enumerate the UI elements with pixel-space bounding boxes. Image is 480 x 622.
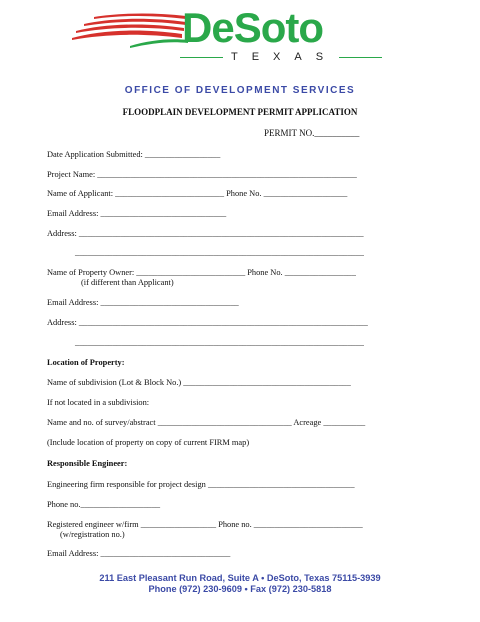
owner-address-line2[interactable]: _____________________________________________________________________ (75, 338, 364, 347)
subline-rule-left (180, 57, 223, 58)
swoosh-icon (70, 8, 190, 48)
engineer-heading: Responsible Engineer: (47, 459, 128, 468)
footer-phone: Phone (972) 230-9609 • Fax (972) 230-5818 (148, 584, 332, 594)
survey-field[interactable]: Name and no. of survey/abstract ________________________________ Acreage __________ (47, 418, 366, 427)
applicant-email-field[interactable]: Email Address: ______________________________ (47, 209, 227, 218)
owner-note: (if different than Applicant) (81, 278, 174, 287)
applicant-address-line2[interactable]: _____________________________________________________________________ (75, 248, 364, 257)
not-subdivision-label: If not located in a subdivision: (47, 398, 150, 407)
owner-field[interactable]: Name of Property Owner: __________________________ Phone No. _________________ (47, 268, 356, 277)
subdivision-field[interactable]: Name of subdivision (Lot & Block No.) ________________________________________ (47, 378, 351, 387)
firm-map-note: (Include location of property on copy of current FIRM map) (47, 438, 250, 447)
date-submitted-field[interactable]: Date Application Submitted: __________________ (47, 150, 221, 159)
brand-subline (180, 50, 382, 64)
registration-note: (w/registration no.) (60, 530, 125, 539)
form-title: FLOODPLAIN DEVELOPMENT PERMIT APPLICATION (122, 107, 358, 117)
permit-number-field[interactable]: PERMIT NO.__________ (264, 128, 360, 138)
registered-engineer-field[interactable]: Registered engineer w/firm __________________ Phone no. __________________________ (47, 520, 363, 529)
applicant-field[interactable]: Name of Applicant: __________________________ Phone No. ____________________ (47, 189, 348, 198)
brand-state: TEXAS (230, 51, 338, 63)
location-heading: Location of Property: (47, 358, 125, 367)
applicant-address-field[interactable]: Address: ____________________________________________________________________ (47, 229, 364, 238)
engineering-firm-field[interactable]: Engineering firm responsible for project design ___________________________________ (47, 480, 355, 489)
engineer-phone-field[interactable]: Phone no.___________________ (47, 500, 161, 509)
engineer-email-field[interactable]: Email Address: _______________________________ (47, 549, 231, 558)
owner-address-field[interactable]: Address: _____________________________________________________________________ (47, 318, 368, 327)
office-heading: OFFICE OF DEVELOPMENT SERVICES (124, 85, 356, 96)
owner-email-field[interactable]: Email Address: _________________________________ (47, 298, 239, 307)
subline-rule-right (339, 57, 382, 58)
brand-wordmark: DeSoto (182, 4, 323, 51)
desoto-logo (70, 4, 390, 70)
footer-address: 211 East Pleasant Run Road, Suite A • DeSoto, Texas 75115-3939 (99, 573, 381, 583)
project-name-field[interactable]: Project Name: ______________________________________________________________ (47, 170, 357, 179)
